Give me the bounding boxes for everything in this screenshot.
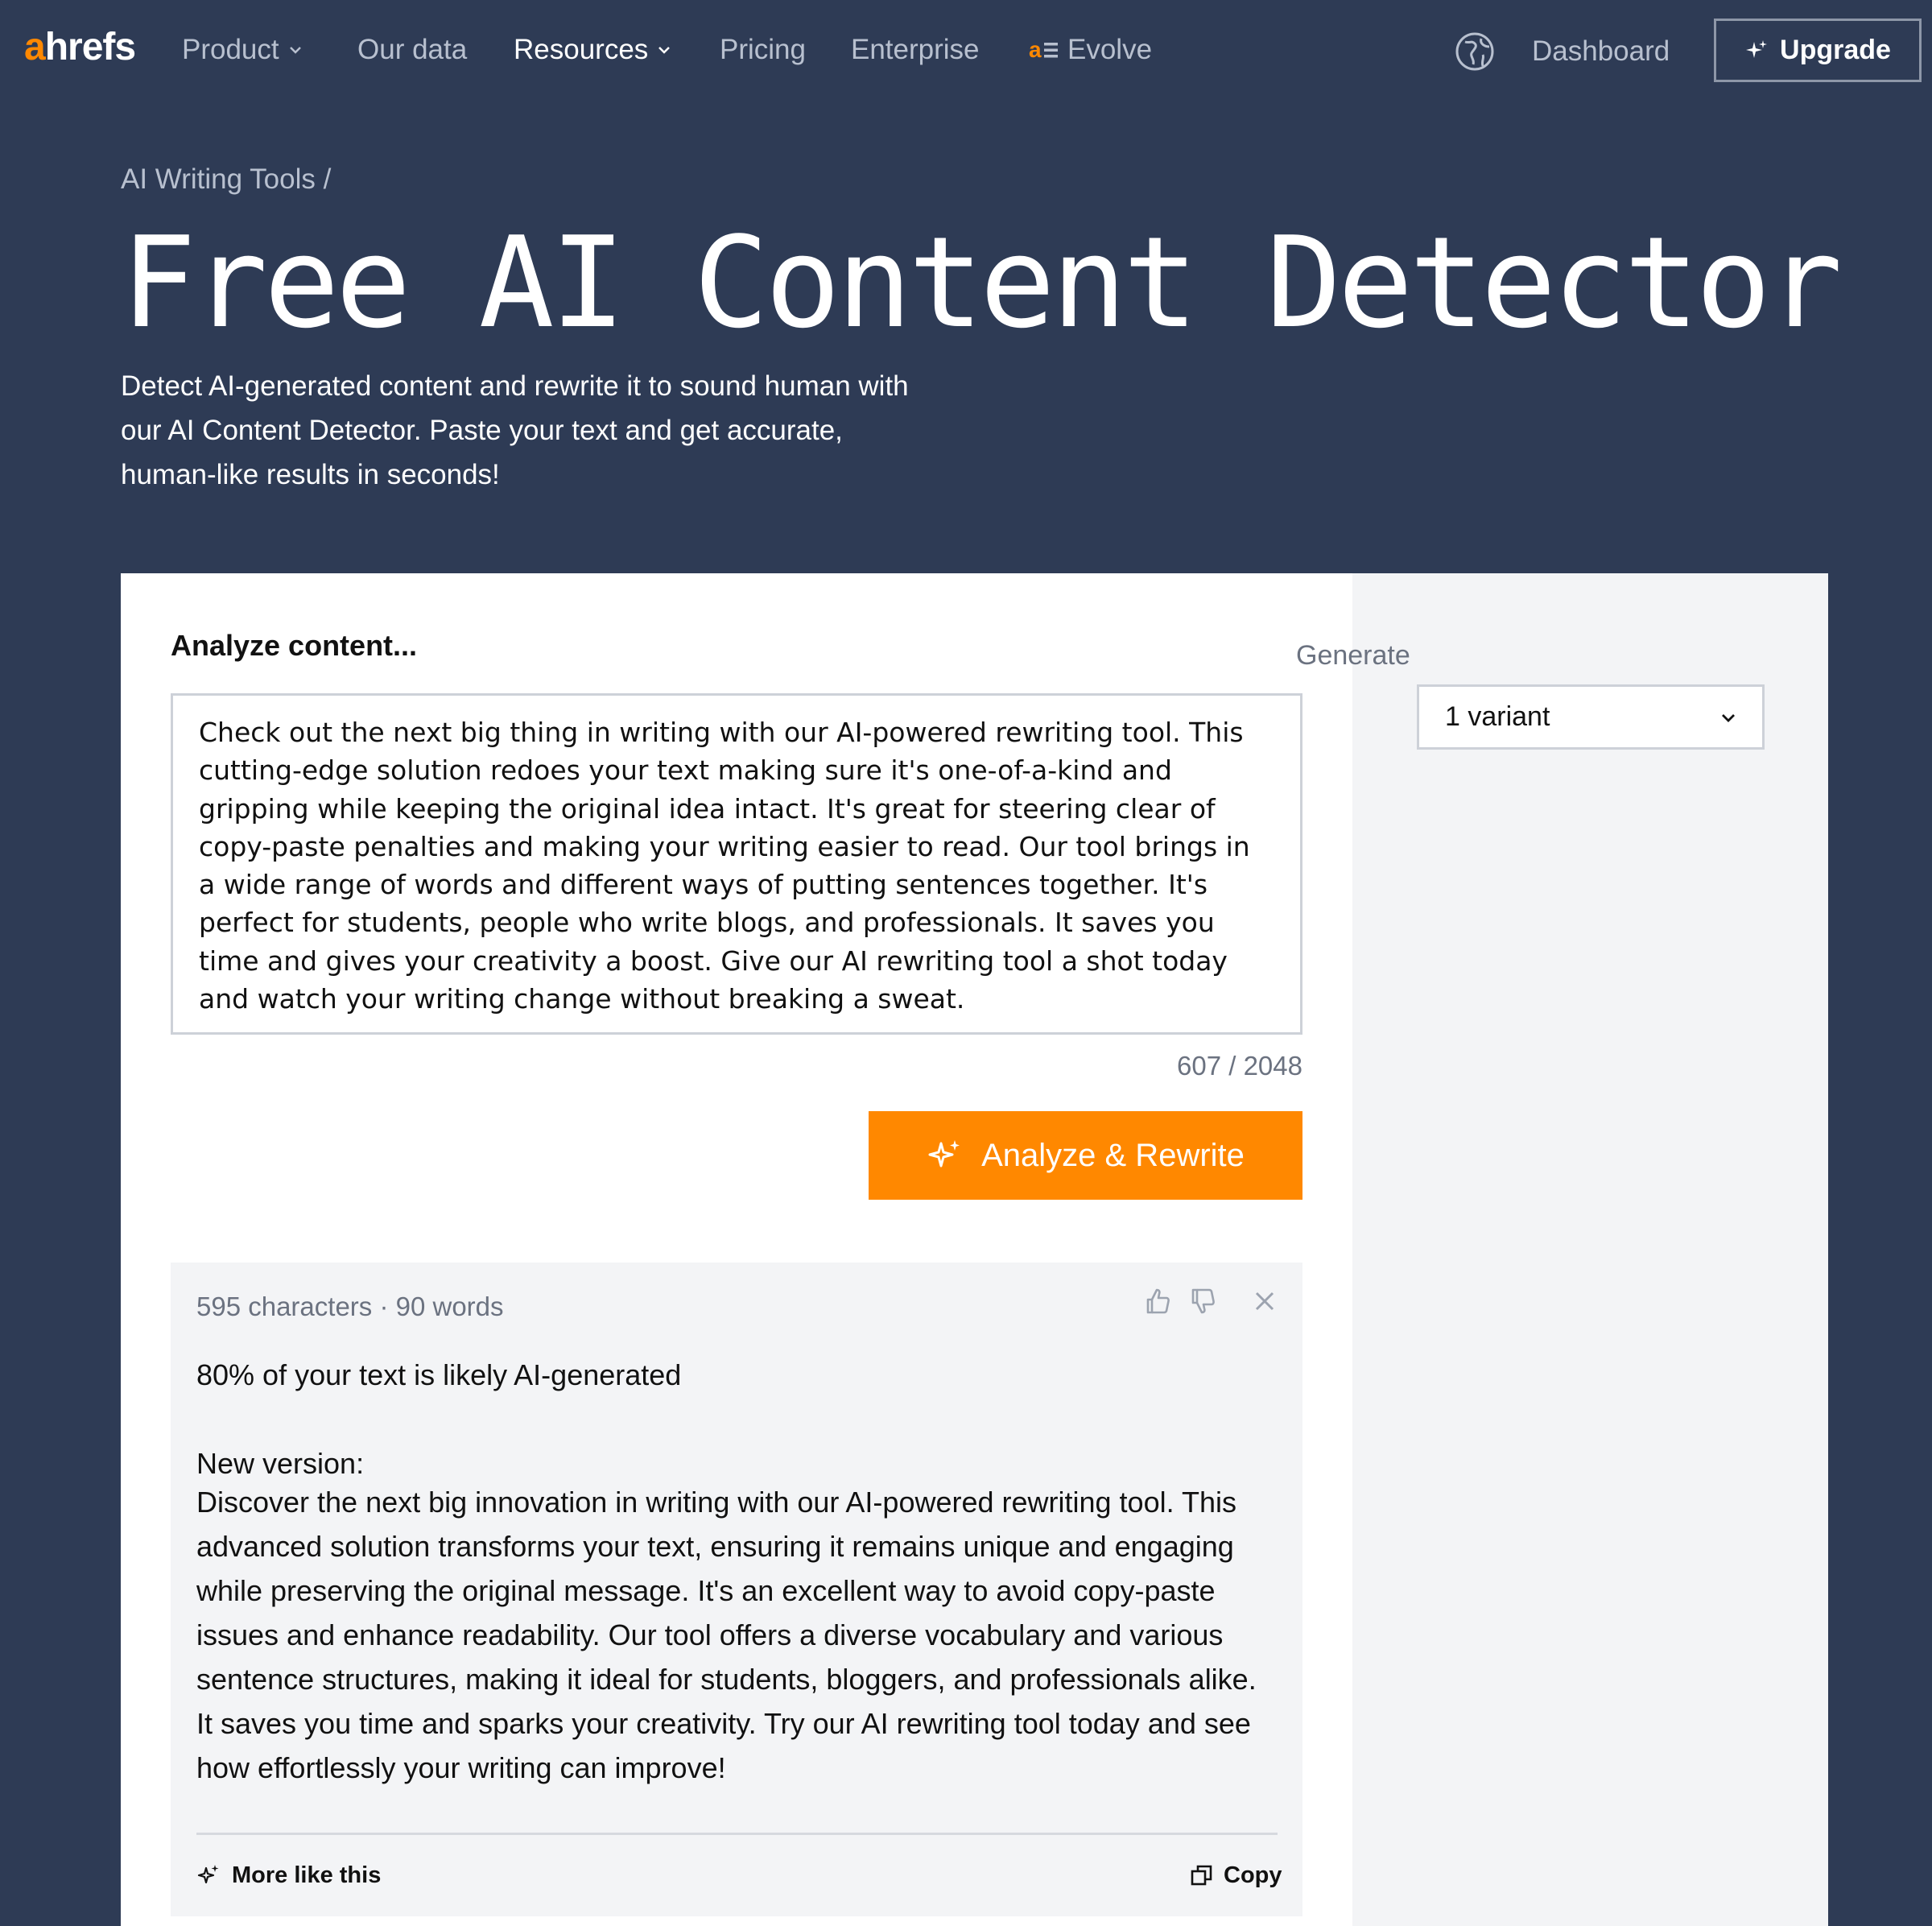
result-divider [196,1833,1278,1835]
page-title: Free AI Content Detector [121,209,1839,356]
sparkle-icon [1744,39,1769,63]
sparkle-icon [927,1137,964,1174]
nav-resources-label: Resources [514,34,649,65]
top-nav [0,0,1932,101]
more-like-this-button[interactable] [196,1857,381,1894]
chevron-down-icon [1719,708,1738,727]
copy-icon [1190,1863,1214,1887]
sparkle-icon [196,1863,221,1887]
character-counter: 607 / 2048 [1177,1051,1302,1081]
nav-resources[interactable] [514,27,672,72]
analyze-rewrite-button[interactable] [869,1111,1302,1200]
chevron-down-icon [287,42,303,58]
copy-button[interactable] [1190,1857,1282,1894]
more-like-this-label: More like this [232,1862,382,1888]
thumbs-down-icon[interactable] [1187,1285,1219,1317]
nav-product[interactable] [182,27,303,72]
nav-enterprise-label: Enterprise [851,34,980,65]
nav-product-label: Product [182,34,279,65]
globe-icon[interactable] [1454,31,1496,72]
nav-pricing[interactable] [720,27,806,72]
copy-label: Copy [1224,1862,1282,1888]
close-icon[interactable] [1249,1285,1281,1317]
nav-pricing-label: Pricing [720,34,806,65]
new-version-label: New version: [196,1447,365,1480]
generate-label: Generate [1296,640,1410,671]
nav-our-data-label: Our data [357,34,468,65]
ai-verdict: 80% of your text is likely AI-generated [196,1358,682,1391]
content-textarea[interactable]: Check out the next big thing in writing with our AI-powered rewriting tool. This cutting-edge solution redoes your text making sure it's one-of-a-kind and gripping while keeping the original idea intact. It's great for steering clear of copy-paste penalties and making your writing easier to read. Our tool brings in a wide range of words and different ways of putting sentences together. It's perfect for students, people who write blogs, and professionals. It saves you time and gives your creativity a boost. Give our AI rewriting tool a shot today and watch your writing change without breaking a sweat. [171,693,1302,1035]
upgrade-button[interactable] [1714,19,1922,82]
result-stats: 595 characters · 90 words [196,1292,504,1321]
variant-select[interactable] [1417,684,1765,750]
variant-select-value: 1 variant [1445,701,1550,732]
dashboard-link[interactable]: Dashboard [1532,35,1670,67]
intro-text: Detect AI-generated content and rewrite it to sound human with our AI Content Detector. Paste your text and get accurate, human-like results in seconds! [121,370,909,490]
ahrefs-logo[interactable]: ahrefs [24,26,136,68]
new-version-text: Discover the next big innovation in writing with our AI-powered rewriting tool. This advanced solution transforms your text, ensuring it remains unique and engaging while preserving the original message. It's an excellent way to avoid copy-paste issues and enhance readability. Our tool offers a diverse vocabulary and various sentence structures, making it ideal for students, bloggers, and professionals alike. It saves you time and sparks your creativity. Try our AI rewriting tool today and see how effortlessly your writing can improve! [196,1486,1257,1784]
svg-text:a: a [1029,38,1042,62]
upgrade-label: Upgrade [1780,35,1891,65]
chevron-down-icon [656,42,672,58]
breadcrumb[interactable]: AI Writing Tools / [121,163,332,195]
analyze-label: Analyze content... [171,629,418,662]
options-sidebar [1352,573,1828,1926]
nav-evolve[interactable] [1029,27,1152,72]
analyze-rewrite-label: Analyze & Rewrite [981,1137,1245,1173]
nav-evolve-label: Evolve [1067,34,1153,65]
evolve-logo-icon [1029,38,1059,62]
nav-enterprise[interactable] [851,27,980,72]
thumbs-up-icon[interactable] [1141,1285,1174,1317]
nav-our-data[interactable] [357,27,467,72]
